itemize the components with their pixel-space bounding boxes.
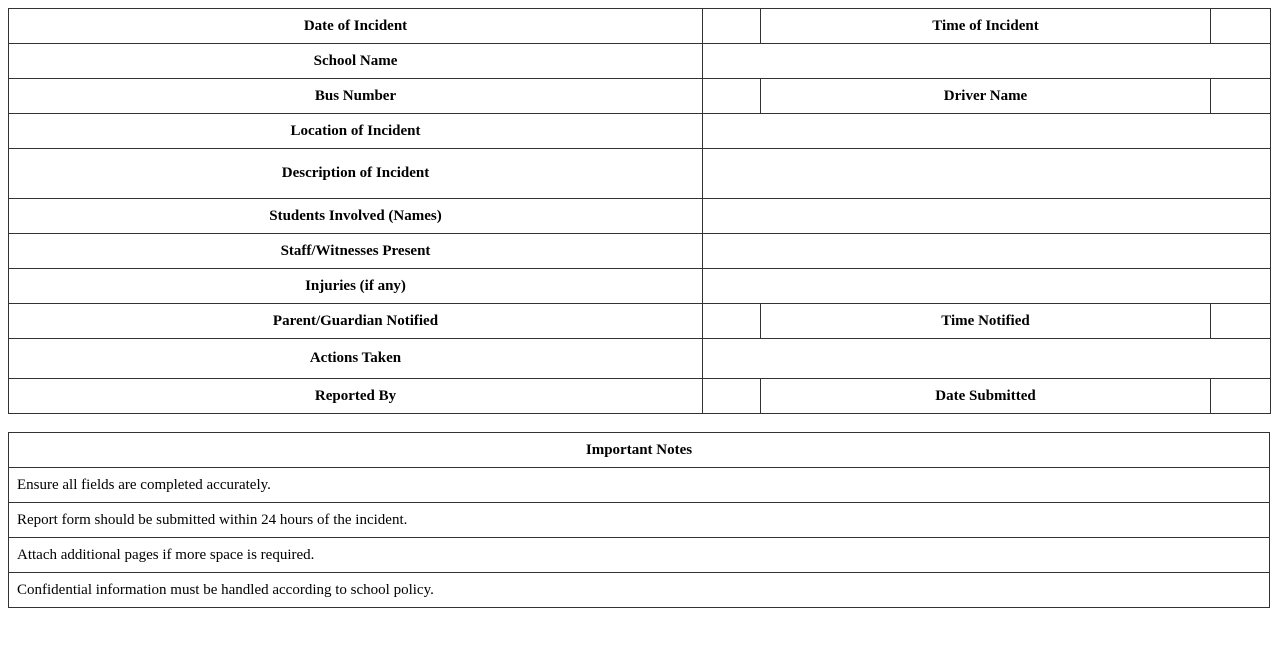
actions-taken-field[interactable] bbox=[703, 339, 1271, 379]
injuries-label: Injuries (if any) bbox=[9, 269, 703, 304]
row-reported-by bbox=[9, 379, 1271, 414]
incident-report-table bbox=[8, 8, 1271, 414]
date-of-incident-field[interactable] bbox=[703, 9, 761, 44]
reported-by-field[interactable] bbox=[703, 379, 761, 414]
description-label: Description of Incident bbox=[9, 149, 703, 199]
note-row bbox=[9, 468, 1270, 503]
row-bus-driver bbox=[9, 79, 1271, 114]
witnesses-label: Staff/Witnesses Present bbox=[9, 234, 703, 269]
bus-number-label: Bus Number bbox=[9, 79, 703, 114]
note-item: Attach additional pages if more space is required. bbox=[9, 538, 1270, 573]
note-item: Confidential information must be handled according to school policy. bbox=[9, 573, 1270, 608]
injuries-field[interactable] bbox=[703, 269, 1271, 304]
driver-name-field[interactable] bbox=[1211, 79, 1271, 114]
row-actions bbox=[9, 339, 1271, 379]
witnesses-field[interactable] bbox=[703, 234, 1271, 269]
actions-taken-label: Actions Taken bbox=[9, 339, 703, 379]
students-involved-label: Students Involved (Names) bbox=[9, 199, 703, 234]
notes-title: Important Notes bbox=[9, 433, 1270, 468]
driver-name-label: Driver Name bbox=[761, 79, 1211, 114]
row-parent-notified bbox=[9, 304, 1271, 339]
bus-number-field[interactable] bbox=[703, 79, 761, 114]
location-label: Location of Incident bbox=[9, 114, 703, 149]
time-notified-label: Time Notified bbox=[761, 304, 1211, 339]
time-of-incident-label: Time of Incident bbox=[761, 9, 1211, 44]
row-injuries bbox=[9, 269, 1271, 304]
row-description bbox=[9, 149, 1271, 199]
time-notified-field[interactable] bbox=[1211, 304, 1271, 339]
row-witnesses bbox=[9, 234, 1271, 269]
parent-notified-field[interactable] bbox=[703, 304, 761, 339]
note-row bbox=[9, 573, 1270, 608]
parent-notified-label: Parent/Guardian Notified bbox=[9, 304, 703, 339]
school-name-field[interactable] bbox=[703, 44, 1271, 79]
school-name-label: School Name bbox=[9, 44, 703, 79]
date-submitted-label: Date Submitted bbox=[761, 379, 1211, 414]
note-item: Report form should be submitted within 24 hours of the incident. bbox=[9, 503, 1270, 538]
notes-header-row bbox=[9, 433, 1270, 468]
location-field[interactable] bbox=[703, 114, 1271, 149]
note-item: Ensure all fields are completed accurately. bbox=[9, 468, 1270, 503]
date-submitted-field[interactable] bbox=[1211, 379, 1271, 414]
row-school-name bbox=[9, 44, 1271, 79]
date-of-incident-label: Date of Incident bbox=[9, 9, 703, 44]
row-location bbox=[9, 114, 1271, 149]
note-row bbox=[9, 503, 1270, 538]
description-field[interactable] bbox=[703, 149, 1271, 199]
reported-by-label: Reported By bbox=[9, 379, 703, 414]
row-date-time bbox=[9, 9, 1271, 44]
note-row bbox=[9, 538, 1270, 573]
students-involved-field[interactable] bbox=[703, 199, 1271, 234]
time-of-incident-field[interactable] bbox=[1211, 9, 1271, 44]
row-students bbox=[9, 199, 1271, 234]
important-notes-table bbox=[8, 432, 1270, 608]
